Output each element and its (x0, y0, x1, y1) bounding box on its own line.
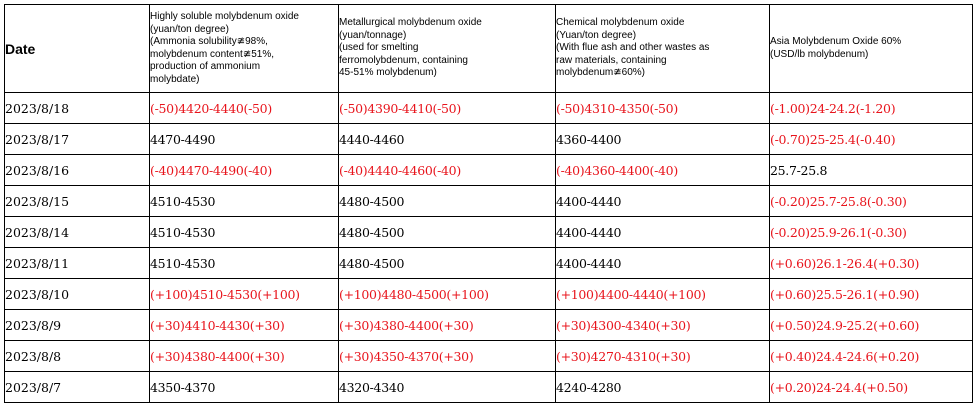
table-row (5, 217, 973, 248)
highly-soluble-price-cell: (+100)4510-4530(+100) (150, 279, 339, 310)
metallurgical-price-cell: 4480-4500 (339, 217, 556, 248)
metallurgical-price-cell: 4440-4460 (339, 124, 556, 155)
asia-price-cell: (-1.00)24-24.2(-1.20) (770, 93, 973, 124)
date-cell: 2023/8/14 (5, 217, 150, 248)
asia-price-cell: (+0.60)26.1-26.4(+0.30) (770, 248, 973, 279)
header-line: molybdate) (150, 73, 200, 85)
table-row (5, 93, 973, 124)
asia-price-cell: (-0.20)25.9-26.1(-0.30) (770, 217, 973, 248)
chemical-price-cell: 4240-4280 (556, 372, 770, 403)
chemical-price-cell: (-50)4310-4350(-50) (556, 93, 770, 124)
chemical-price-cell: (+30)4300-4340(+30) (556, 310, 770, 341)
header-asia (770, 5, 973, 93)
header-metallurgical (339, 5, 556, 93)
metallurgical-price-cell: 4480-4500 (339, 248, 556, 279)
header-highly-soluble (150, 5, 339, 93)
highly-soluble-price-cell: 4350-4370 (150, 372, 339, 403)
date-cell: 2023/8/18 (5, 93, 150, 124)
asia-price-cell: 25.7-25.8 (770, 155, 973, 186)
header-line: (used for smelting (339, 42, 419, 54)
table-row (5, 124, 973, 155)
asia-price-cell: (+0.20)24-24.4(+0.50) (770, 372, 973, 403)
header-line: (USD/lb molybdenum) (770, 48, 869, 60)
header-line: 45-51% molybdenum) (339, 67, 437, 79)
date-cell: 2023/8/8 (5, 341, 150, 372)
highly-soluble-price-cell: 4470-4490 (150, 124, 339, 155)
table-row (5, 310, 973, 341)
header-line: (Yuan/ton degree) (556, 29, 637, 41)
header-line: Highly soluble molybdenum oxide (150, 11, 299, 22)
date-cell: 2023/8/15 (5, 186, 150, 217)
highly-soluble-price-cell: 4510-4530 (150, 248, 339, 279)
chemical-price-cell: (+30)4270-4310(+30) (556, 341, 770, 372)
metallurgical-price-cell: (+30)4380-4400(+30) (339, 310, 556, 341)
asia-price-cell: (-0.70)25-25.4(-0.40) (770, 124, 973, 155)
header-line: raw materials, containing (556, 54, 667, 66)
header-line: Asia Molybdenum Oxide 60% (770, 36, 902, 47)
molybdenum-price-table (4, 4, 973, 403)
asia-price-cell: (+0.40)24.4-24.6(+0.20) (770, 341, 973, 372)
asia-price-cell: (+0.50)24.9-25.2(+0.60) (770, 310, 973, 341)
chemical-price-cell: (+100)4400-4440(+100) (556, 279, 770, 310)
asia-price-cell: (+0.60)25.5-26.1(+0.90) (770, 279, 973, 310)
chemical-price-cell: 4400-4440 (556, 217, 770, 248)
header-line: molybdenum content≇51%, (150, 48, 275, 60)
header-line: production of ammonium (150, 61, 261, 72)
metallurgical-price-cell: (+30)4350-4370(+30) (339, 341, 556, 372)
header-line: (With flue ash and other wastes as (556, 42, 710, 54)
header-chemical (556, 5, 770, 93)
table-row (5, 279, 973, 310)
asia-price-cell: (-0.20)25.7-25.8(-0.30) (770, 186, 973, 217)
highly-soluble-price-cell: (-40)4470-4490(-40) (150, 155, 339, 186)
header-line: (yuan/ton degree) (150, 23, 229, 35)
table-body (5, 93, 973, 403)
date-cell: 2023/8/10 (5, 279, 150, 310)
highly-soluble-price-cell: 4510-4530 (150, 186, 339, 217)
chemical-price-cell: 4400-4440 (556, 248, 770, 279)
chemical-price-cell: (-40)4360-4400(-40) (556, 155, 770, 186)
chemical-price-cell: 4360-4400 (556, 124, 770, 155)
header-line: (yuan/tonnage) (339, 29, 407, 41)
header-line: (Ammonia solubility≇98%, (150, 36, 268, 47)
date-cell: 2023/8/7 (5, 372, 150, 403)
date-cell: 2023/8/11 (5, 248, 150, 279)
header-row (5, 5, 973, 93)
chemical-price-cell: 4400-4440 (556, 186, 770, 217)
table-row (5, 341, 973, 372)
header-line: molybdenum≇60%) (556, 67, 645, 79)
highly-soluble-price-cell: (-50)4420-4440(-50) (150, 93, 339, 124)
date-cell: 2023/8/17 (5, 124, 150, 155)
header-line: Chemical molybdenum oxide (556, 17, 685, 29)
table-row (5, 372, 973, 403)
metallurgical-price-cell: (-50)4390-4410(-50) (339, 93, 556, 124)
highly-soluble-price-cell: (+30)4380-4400(+30) (150, 341, 339, 372)
header-line: ferromolybdenum, containing (339, 54, 468, 66)
header-date: Date (5, 5, 150, 93)
table-row (5, 248, 973, 279)
header-line: Metallurgical molybdenum oxide (339, 17, 482, 29)
highly-soluble-price-cell: (+30)4410-4430(+30) (150, 310, 339, 341)
metallurgical-price-cell: 4320-4340 (339, 372, 556, 403)
date-cell: 2023/8/16 (5, 155, 150, 186)
highly-soluble-price-cell: 4510-4530 (150, 217, 339, 248)
metallurgical-price-cell: (-40)4440-4460(-40) (339, 155, 556, 186)
table-row (5, 155, 973, 186)
table-row (5, 186, 973, 217)
date-cell: 2023/8/9 (5, 310, 150, 341)
metallurgical-price-cell: (+100)4480-4500(+100) (339, 279, 556, 310)
metallurgical-price-cell: 4480-4500 (339, 186, 556, 217)
